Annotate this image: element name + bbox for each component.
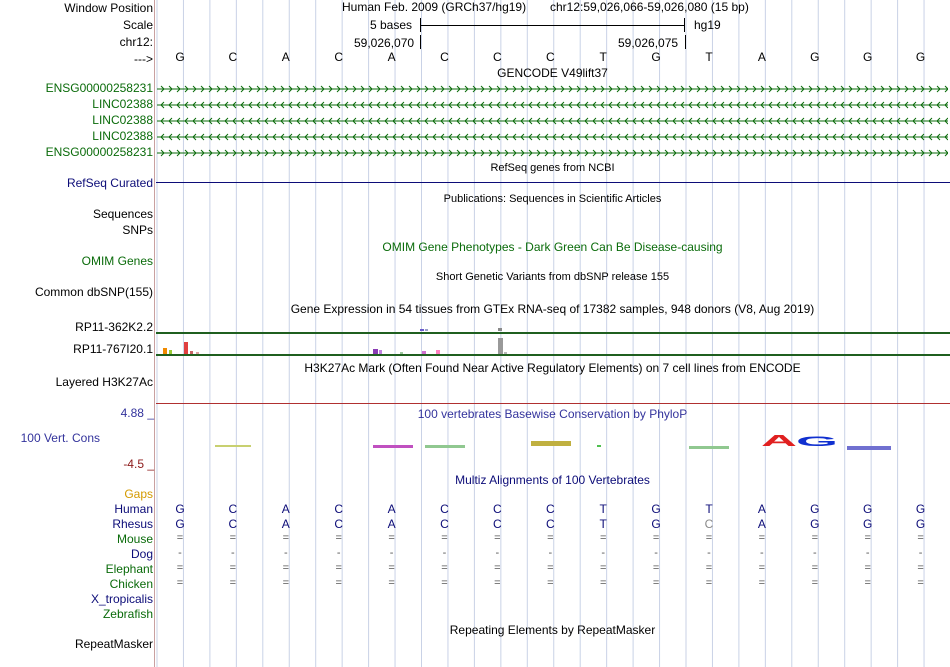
window-position-label: Window Position	[64, 1, 153, 15]
alignment-base: C	[228, 517, 238, 531]
gencode-gene-feature[interactable]	[157, 100, 948, 110]
alignment-base: A	[281, 502, 290, 516]
reference-base: A	[387, 50, 396, 64]
reference-base: A	[757, 50, 766, 64]
alignment-base: =	[917, 562, 924, 574]
alignment-base: =	[282, 532, 290, 544]
alignment-base: A	[387, 502, 396, 516]
alignment-base: =	[864, 577, 871, 589]
alignment-base: =	[758, 577, 766, 589]
gtex-gene-label-2[interactable]: RP11-767I20.1	[73, 342, 153, 356]
phylop-logo-glyphs[interactable]	[155, 430, 950, 460]
alignment-base: =	[758, 562, 766, 574]
alignment-base: =	[652, 577, 660, 589]
alignment-base: T	[705, 502, 713, 516]
refseq-curated-label[interactable]: RefSeq Curated	[66, 176, 153, 190]
omim-genes-label[interactable]: OMIM Genes	[81, 254, 153, 268]
phylop-label[interactable]: 100 Vert. Cons	[20, 431, 100, 445]
alignment-base: C	[545, 502, 555, 516]
alignment-base: A	[757, 502, 766, 516]
alignment-base: =	[599, 562, 607, 574]
alignment-base: T	[599, 517, 607, 531]
gaps-label[interactable]: Gaps	[124, 487, 153, 501]
alignment-base: -	[442, 547, 447, 559]
gencode-track-title: GENCODE V49lift37	[497, 66, 608, 80]
reference-base: C	[334, 50, 344, 64]
h3k27ac-label[interactable]: Layered H3K27Ac	[55, 375, 153, 389]
alignment-base: G	[175, 517, 185, 531]
species-label[interactable]: Elephant	[105, 562, 153, 576]
alignment-base: -	[760, 547, 764, 559]
gencode-gene-label[interactable]: LINC02388	[92, 97, 153, 111]
alignment-base: =	[388, 562, 395, 574]
alignment-base: -	[178, 547, 182, 559]
common-dbsnp-label[interactable]: Common dbSNP(155)	[34, 285, 153, 299]
alignment-base: C	[440, 517, 449, 531]
scale-text: 5 bases	[370, 18, 413, 32]
alignment-base: =	[652, 562, 660, 574]
alignment-base: =	[705, 532, 713, 544]
alignment-base: =	[441, 577, 448, 589]
multiz-track-title: Multiz Alignments of 100 Vertebrates	[455, 473, 650, 487]
alignment-base: =	[282, 577, 290, 589]
alignment-base: =	[229, 532, 237, 544]
alignment-base: =	[176, 562, 184, 574]
h3k27ac-track-title: H3K27Ac Mark (Often Found Near Active Regulatory Elements) on 7 cell lines from ENCODE	[304, 361, 801, 375]
alignment-base: =	[705, 562, 713, 574]
alignment-base: =	[917, 532, 924, 544]
gencode-gene-feature[interactable]	[157, 148, 948, 158]
alignment-base: =	[652, 532, 660, 544]
gencode-gene-feature[interactable]	[157, 84, 948, 94]
alignment-base: =	[864, 562, 871, 574]
alignment-base: -	[918, 547, 923, 559]
scale-assembly: hg19	[694, 18, 721, 32]
species-label[interactable]: Rhesus	[112, 517, 153, 531]
alignment-base: C	[493, 517, 502, 531]
phylop-min-value: -4.5 _	[123, 457, 154, 471]
alignment-base: =	[441, 562, 448, 574]
species-label[interactable]: Zebrafish	[102, 607, 153, 621]
repeatmasker-track-title: Repeating Elements by RepeatMasker	[449, 623, 656, 637]
chrom-label: chr12:	[119, 35, 153, 49]
alignment-base: =	[494, 577, 501, 589]
alignment-base: =	[705, 577, 713, 589]
alignment-base: =	[335, 532, 342, 544]
alignment-base: G	[651, 502, 661, 516]
alignment-base: =	[917, 577, 924, 589]
alignment-base: G	[863, 517, 873, 531]
svg-text:A: A	[761, 433, 799, 450]
alignment-base: =	[599, 577, 607, 589]
position-range: chr12:59,026,066-59,026,080 (15 bp)	[550, 0, 749, 14]
phylop-track-title: 100 vertebrates Basewise Conservation by PhyloP	[417, 407, 688, 421]
alignment-base: C	[228, 502, 238, 516]
alignment-base: =	[547, 577, 554, 589]
sequences-label[interactable]: Sequences	[92, 207, 153, 221]
alignment-base: C	[545, 517, 555, 531]
alignment-base: =	[758, 532, 766, 544]
coordinate-tick-mark-1	[420, 35, 421, 49]
alignment-base: -	[707, 547, 711, 559]
alignment-base: G	[863, 502, 873, 516]
svg-text:G: G	[796, 433, 839, 449]
strand-label: --->	[134, 52, 153, 66]
alignment-base: -	[601, 547, 606, 559]
omim-track-title: OMIM Gene Phenotypes - Dark Green Can Be Disease-causing	[382, 240, 723, 254]
scale-bar	[420, 18, 685, 32]
species-label[interactable]: Mouse	[116, 532, 153, 546]
alignment-base: G	[810, 517, 820, 531]
alignment-base: =	[864, 532, 871, 544]
gencode-gene-feature[interactable]	[157, 132, 948, 142]
h3k27ac-baseline	[156, 403, 950, 404]
reference-base: C	[228, 50, 238, 64]
alignment-base: C	[440, 502, 449, 516]
reference-base: G	[915, 50, 926, 64]
refseq-track-title: RefSeq genes from NCBI	[490, 162, 615, 174]
phylop-max-value: 4.88 _	[120, 406, 154, 420]
gencode-gene-label[interactable]: ENSG00000258231	[45, 145, 153, 159]
alignment-base: -	[865, 547, 870, 559]
alignment-base: =	[335, 562, 342, 574]
species-label[interactable]: Chicken	[109, 577, 153, 591]
alignment-base: =	[176, 577, 184, 589]
alignment-base: =	[335, 577, 342, 589]
gtex-expression-bars[interactable]	[155, 326, 950, 356]
reference-base: G	[863, 50, 873, 64]
alignment-base: G	[810, 502, 820, 516]
alignment-base: =	[494, 562, 501, 574]
reference-base: A	[281, 50, 290, 64]
alignment-base: =	[547, 562, 554, 574]
alignment-base: =	[599, 532, 607, 544]
alignment-base: C	[334, 517, 344, 531]
alignment-base: =	[229, 577, 237, 589]
species-label[interactable]: Dog	[130, 547, 153, 561]
alignment-base: C	[493, 502, 502, 516]
alignment-base: -	[336, 547, 341, 559]
alignment-base: =	[176, 532, 184, 544]
reference-base: C	[493, 50, 502, 64]
alignment-base: =	[388, 532, 395, 544]
alignment-base: C	[704, 517, 714, 531]
alignment-base: =	[811, 577, 819, 589]
species-label[interactable]: Human	[114, 502, 153, 516]
alignment-base: A	[281, 517, 290, 531]
scale-label: Scale	[122, 18, 153, 32]
alignment-base: G	[915, 517, 926, 531]
gencode-gene-label[interactable]: ENSG00000258231	[45, 81, 153, 95]
assembly-title: Human Feb. 2009 (GRCh37/hg19)	[342, 0, 527, 14]
coordinate-tick-2: 59,026,075	[618, 36, 679, 50]
reference-base: G	[175, 50, 185, 64]
alignment-base: =	[229, 562, 237, 574]
snps-label[interactable]: SNPs	[122, 223, 153, 237]
alignment-base: =	[811, 532, 819, 544]
alignment-base: -	[231, 547, 235, 559]
alignment-base: -	[812, 547, 817, 559]
alignment-base: =	[547, 532, 554, 544]
alignment-base: =	[282, 562, 290, 574]
alignment-base: T	[599, 502, 607, 516]
alignment-base: -	[389, 547, 394, 559]
reference-base: G	[651, 50, 661, 64]
alignment-base: =	[388, 577, 395, 589]
alignment-base: G	[175, 502, 185, 516]
reference-base: C	[440, 50, 449, 64]
reference-base: T	[599, 50, 607, 64]
alignment-base: -	[495, 547, 500, 559]
gencode-gene-label[interactable]: LINC02388	[92, 129, 153, 143]
publications-track-title: Publications: Sequences in Scientific Articles	[443, 193, 662, 205]
alignment-base: C	[334, 502, 344, 516]
repeatmasker-label[interactable]: RepeatMasker	[74, 637, 153, 651]
coordinate-tick-mark-2	[685, 35, 686, 49]
reference-base: T	[705, 50, 713, 64]
alignment-base: -	[283, 547, 288, 559]
reference-base: G	[810, 50, 820, 64]
alignment-base: A	[757, 517, 766, 531]
gencode-gene-label[interactable]: LINC02388	[92, 113, 153, 127]
alignment-base: =	[811, 562, 819, 574]
gtex-gene-label-1[interactable]: RP11-362K2.2	[75, 320, 153, 334]
dbsnp-track-title: Short Genetic Variants from dbSNP release 155	[435, 271, 670, 283]
alignment-base: =	[494, 532, 501, 544]
alignment-base: =	[441, 532, 448, 544]
refseq-gene-line[interactable]	[156, 182, 950, 183]
alignment-base: -	[548, 547, 553, 559]
gtex-track-title: Gene Expression in 54 tissues from GTEx RNA-seq of 17382 samples, 948 donors (V8, Aug 2019)	[290, 302, 815, 316]
alignment-base: -	[654, 547, 658, 559]
alignment-base: G	[915, 502, 926, 516]
alignment-base: G	[651, 517, 661, 531]
gencode-gene-feature[interactable]	[157, 116, 948, 126]
species-label[interactable]: X_tropicalis	[90, 592, 153, 606]
reference-base: C	[545, 50, 555, 64]
alignment-base: A	[387, 517, 396, 531]
coordinate-tick-1: 59,026,070	[354, 36, 415, 50]
